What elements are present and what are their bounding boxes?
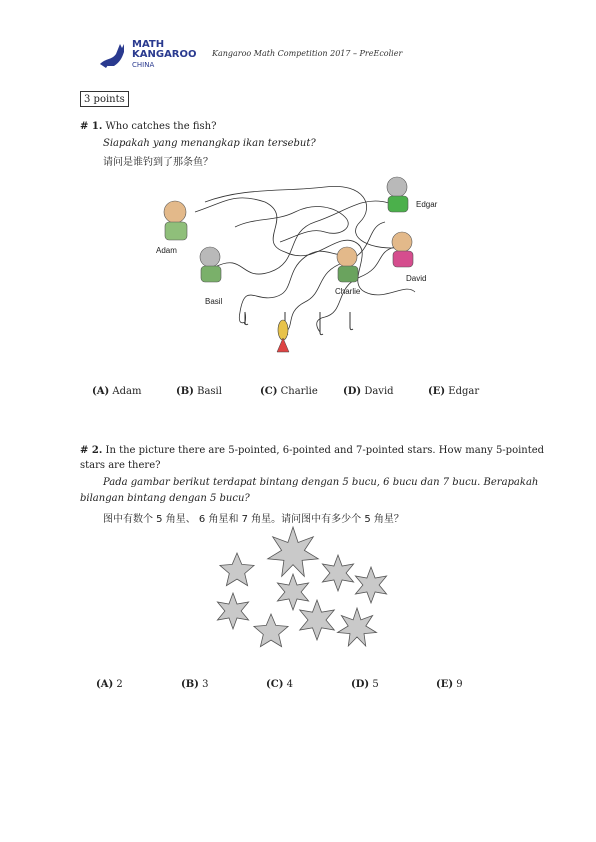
logo-wordmark: [132, 40, 197, 70]
q1-option-d-text: David: [364, 386, 394, 397]
star-6-pointed-icon: [322, 555, 353, 591]
q1-option-d[interactable]: [343, 386, 394, 397]
star-5-pointed-icon: [220, 553, 254, 586]
points-label: 3 points: [80, 91, 129, 107]
star-6-pointed-icon: [277, 574, 308, 610]
q2-text-ms-2: bilangan bintang dengan 5 bucu?: [80, 493, 250, 504]
math-kangaroo-logo: [98, 38, 208, 72]
q1-fishing-figure: [145, 172, 445, 362]
q1-text-ms: Siapakah yang menangkap ikan tersebut?: [103, 138, 316, 149]
logo-line-china: CHINA: [132, 61, 155, 69]
q2-line-en-1: [80, 444, 544, 458]
q1-text-en: Who catches the fish?: [105, 121, 217, 132]
star-7-pointed-icon: [338, 608, 377, 646]
q1-option-e[interactable]: [428, 386, 479, 397]
q1-option-e-text: Edgar: [448, 386, 480, 397]
q2-option-e[interactable]: [436, 679, 463, 690]
star-7-pointed-icon: [268, 527, 319, 576]
q2-text-en-2: stars are there?: [80, 460, 161, 471]
page-header-title: Kangaroo Math Competition 2017 – PreEcolier: [212, 49, 403, 58]
q1-option-b-letter: (B): [176, 386, 194, 397]
q2-option-a-letter: (A): [96, 679, 114, 690]
q1-option-d-letter: (D): [343, 386, 362, 397]
label-adam: Adam: [156, 246, 177, 255]
q2-option-e-text: 9: [456, 679, 463, 690]
star-6-pointed-icon: [355, 567, 386, 603]
logo-line-math: MATH: [132, 39, 165, 50]
q1-option-b[interactable]: [176, 386, 222, 397]
cat-edgar-icon: [387, 177, 408, 212]
label-edgar: Edgar: [416, 200, 438, 209]
q1-option-c-letter: (C): [260, 386, 278, 397]
q1-option-c-text: Charlie: [280, 386, 318, 397]
cat-basil-icon: [200, 247, 221, 282]
q2-option-c-letter: (C): [266, 679, 284, 690]
q2-option-a[interactable]: [96, 679, 123, 690]
label-basil: Basil: [205, 297, 223, 306]
q2-option-d[interactable]: [351, 679, 379, 690]
cat-david-icon: [392, 232, 413, 267]
q2-option-e-letter: (E): [436, 679, 454, 690]
q2-option-c-text: 4: [286, 679, 293, 690]
label-david: David: [406, 274, 427, 283]
q1-option-a[interactable]: [92, 386, 142, 397]
label-charlie: Charlie: [335, 287, 361, 296]
q2-option-d-letter: (D): [351, 679, 370, 690]
q1-option-a-letter: (A): [92, 386, 110, 397]
star-6-pointed-icon: [217, 593, 248, 629]
q2-stars-figure: [205, 525, 395, 655]
q1-option-b-text: Basil: [197, 386, 222, 397]
q2-text-en-1: In the picture there are 5-pointed, 6-pointed and 7-pointed stars. How many 5-pointed: [105, 445, 545, 456]
q2-text-zh: 图中有数个 5 角星、 6 角星和 7 角星。请问图中有多少个 5 角星？: [103, 514, 404, 525]
q2-option-b[interactable]: [181, 679, 208, 690]
q2-number: # 2.: [80, 445, 103, 456]
cat-charlie-icon: [337, 247, 358, 282]
q2-option-a-text: 2: [116, 679, 123, 690]
q1-option-a-text: Adam: [112, 386, 142, 397]
q2-option-d-text: 5: [372, 679, 379, 690]
q1-option-e-letter: (E): [428, 386, 446, 397]
q1-option-c[interactable]: [260, 386, 318, 397]
q2-text-ms-1: Pada gambar berikut terdapat bintang dengan 5 bucu, 6 bucu dan 7 bucu. Berapakah: [103, 477, 539, 488]
kangaroo-icon: [98, 40, 130, 70]
logo-line-kangaroo: KANGAROO: [132, 49, 197, 60]
q1-text-zh: 请问是谁钓到了那条鱼？: [103, 157, 213, 168]
q1-number: # 1.: [80, 121, 103, 132]
q1-line-en: [80, 120, 216, 134]
q2-option-b-text: 3: [202, 679, 209, 690]
q2-option-b-letter: (B): [181, 679, 199, 690]
cat-adam-icon: [164, 201, 187, 240]
q2-option-c[interactable]: [266, 679, 293, 690]
star-5-pointed-icon: [254, 614, 288, 647]
fish-icon: [277, 320, 289, 352]
star-6-pointed-icon: [300, 600, 335, 640]
